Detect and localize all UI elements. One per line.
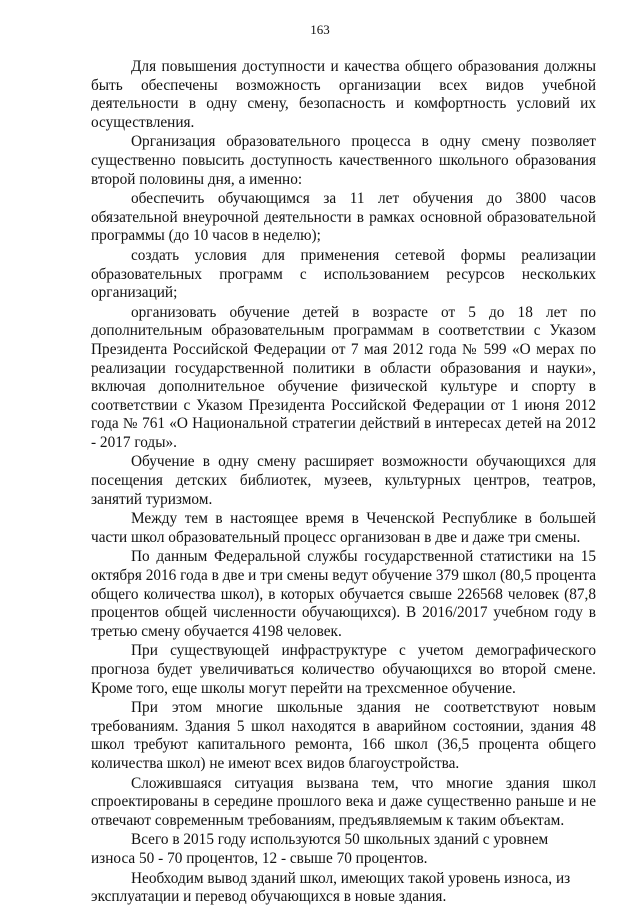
paragraph-8: По данным Федеральной службы государственной статистики на 15 октября 2016 года в две и три смены ведут обучение 379 школ (80,5 процента общего количества школ), в которых обучается свыше 226568 человек (87,8 процентов общей численности обучающихся). В 2016/2017 учебном году в третью смену обучается 4198 человек. [91,548,596,640]
paragraph-9: При существующей инфраструктуре с учетом демографического прогноза будет увеличиваться количество обучающихся во второй смене. Кроме того, еще школы могут перейти на трехсменное обучение. [91,642,596,697]
page-number: 163 [310,22,330,37]
paragraph-5: организовать обучение детей в возрасте от 5 до 18 лет по дополнительным образовательным программам в соответствии с Указом Президента Российской Федерации от 7 мая 2012 года № 599 «О мерах по реализации государственной политики в области образования и науки», включая дополнительное обучение физической культуре и спорту в соответствии с Указом Президента Российской Федерации от 1 июня 2012 года № 761 «О Национальной стратегии действий в интересах детей на 2012 - 2017 годы». [91,303,596,451]
document-body [91,58,596,907]
paragraph-4: создать условия для применения сетевой формы реализации образовательных программ с использованием ресурсов нескольких организаций; [91,246,596,302]
paragraph-3: обеспечить обучающимся за 11 лет обучения до 3800 часов обязательной внеурочной деятельности в рамках основной образовательной программы (до 10 часов в неделю); [91,190,596,245]
paragraph-6: Обучение в одну смену расширяет возможности обучающихся для посещения детских библиотек, музеев, культурных центров, театров, занятий туризмом. [91,453,596,508]
paragraph-11: Сложившаяся ситуация вызвана тем, что многие здания школ спроектированы в середине прошлого века и даже существенно раньше и не отвечают современным требованиям, предъявляемым к таким объектам. [91,774,596,829]
paragraph-10: При этом многие школьные здания не соответствуют новым требованиям. Здания 5 школ находятся в аварийном состоянии, здания 48 школ требуют капитального ремонта, 166 школ (36,5 процента общего количества школ) не имеют всех видов благоустройства. [91,699,596,772]
paragraph-1: Для повышения доступности и качества общего образования должны быть обеспечены возможность организации всех видов учебной деятельности в одну смену, безопасность и комфортность условий их осуществления. [91,58,596,131]
paragraph-12: Всего в 2015 году используются 50 школьных зданий с уровнем износа 50 - 70 процентов, 12 - свыше 70 процентов. [91,831,549,867]
paragraph-7: Между тем в настоящее время в Чеченской Республике в большей части школ образовательный процесс организован в две и даже три смены. [91,510,596,546]
paragraph-2: Организация образовательного процесса в одну смену позволяет существенно повысить доступность качественного школьного образования второй половины дня, а именно: [91,133,596,188]
paragraph-13: Необходим вывод зданий школ, имеющих такой уровень износа, из эксплуатации и перевод обучающихся в новые здания. [91,869,571,906]
